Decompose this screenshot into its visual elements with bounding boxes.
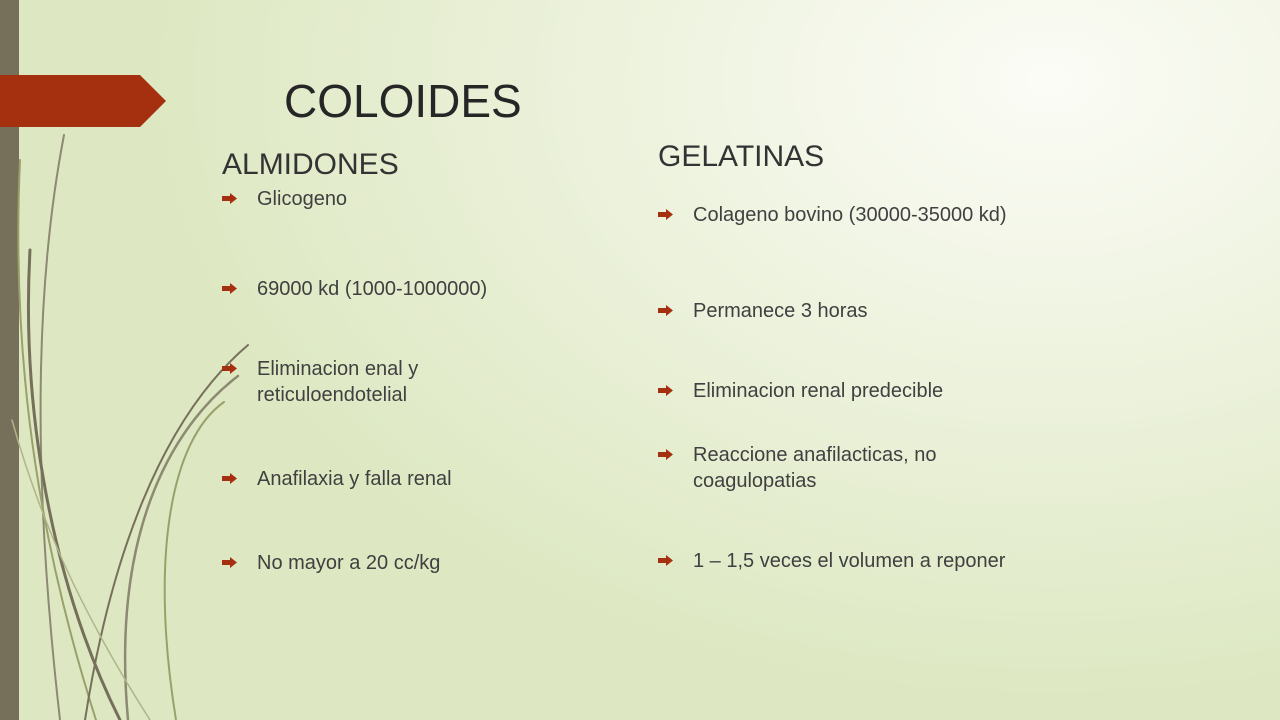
list-item — [658, 298, 1038, 378]
arrow-right-icon — [658, 209, 673, 220]
slide-title: COLOIDES — [284, 75, 522, 127]
arrow-right-icon — [658, 449, 673, 460]
arrow-right-icon — [222, 193, 237, 204]
list-item — [658, 378, 1038, 442]
list-item-text: No mayor a 20 cc/kg — [257, 552, 441, 574]
list-item — [222, 356, 552, 466]
list-item-text: Permanece 3 horas — [693, 300, 868, 322]
list-item — [222, 276, 552, 356]
list-item-text: Eliminacion enal y reticuloendotelial — [257, 358, 419, 406]
list-item — [222, 466, 552, 550]
list-item-text: Colageno bovino (30000-35000 kd) — [693, 204, 1007, 226]
list-item — [222, 186, 552, 276]
list-item-text: 1 – 1,5 veces el volumen a reponer — [693, 550, 1006, 572]
list-item — [658, 442, 1038, 548]
list-item-text: Eliminacion renal predecible — [693, 380, 944, 402]
arrow-right-icon — [222, 363, 237, 374]
column-heading-almidones: ALMIDONES — [222, 148, 399, 181]
arrow-right-icon — [658, 385, 673, 396]
list-item-text: Glicogeno — [257, 188, 348, 210]
list-item — [222, 550, 552, 576]
arrow-right-icon — [222, 473, 237, 484]
list-item-text: Anafilaxia y falla renal — [257, 468, 452, 490]
arrow-right-icon — [658, 555, 673, 566]
bullet-list-almidones — [222, 186, 552, 576]
arrow-right-icon — [222, 557, 237, 568]
list-item-text: Reaccione anafilacticas, no coagulopatias — [693, 444, 937, 492]
bullet-list-gelatinas — [658, 202, 1038, 574]
list-item — [658, 202, 1038, 298]
list-item — [658, 548, 1038, 574]
list-item-text: 69000 kd (1000-1000000) — [257, 278, 488, 300]
arrow-right-icon — [658, 305, 673, 316]
column-heading-gelatinas: GELATINAS — [658, 140, 825, 173]
arrow-right-icon — [222, 283, 237, 294]
